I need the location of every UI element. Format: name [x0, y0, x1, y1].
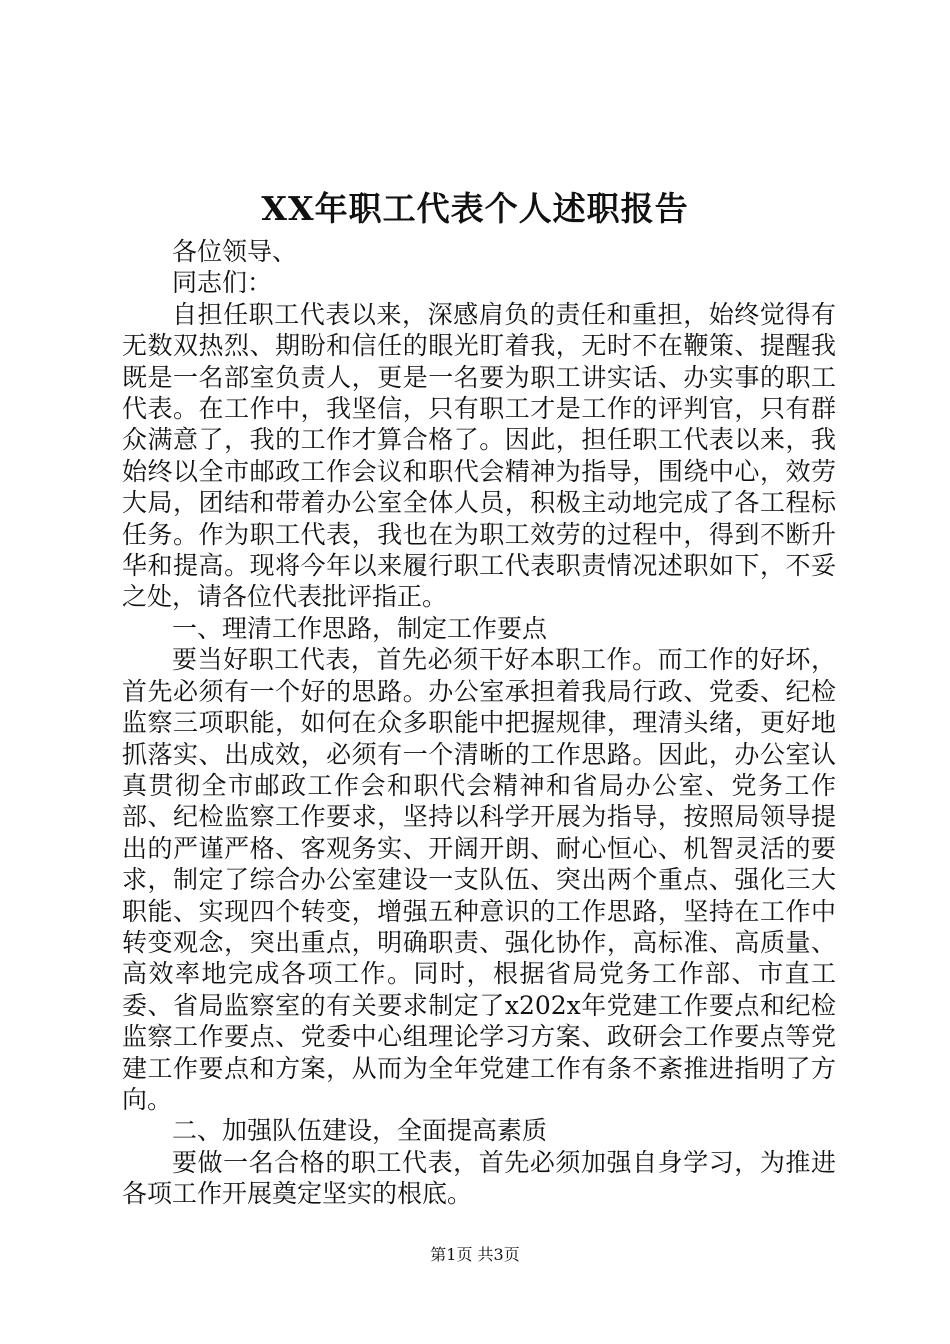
body-paragraph: 自担任职工代表以来，深感肩负的责任和重担，始终觉得有无数双热烈、期盼和信任的眼光盯着我，无时不在鞭策、提醒我既是一名部室负责人，更是一名要为职工讲实话、办实事的职工代表。在工作中，我坚信，只有职工才是工作的评判官，只有群众满意了，我的工作才算合格了。因此，担任职工代表以来，我始终以全市邮政工作会议和职代会精神为指导，围绕中心，效劳大局，团结和带着办公室全体人员，积极主动地完成了各工程标任务。作为职工代表，我也在为职工效劳的过程中，得到不断升华和提高。现将今年以来履行职工代表职责情况述职如下，不妥之处，请各位代表批评指正。: [122, 299, 836, 612]
section-heading: 二、加强队伍建设，全面提高素质: [172, 1116, 548, 1146]
body-paragraph: 要做一名合格的职工代表，首先必须加强自身学习，为推进各项工作开展奠定坚实的根底。: [122, 1147, 836, 1209]
page-number-footer: 第1页 共3页: [430, 1245, 520, 1264]
salutation-leaders: 各位领导、: [172, 237, 298, 266]
salutation-comrades: 同志们：: [172, 268, 273, 298]
body-paragraph: 要当好职工代表，首先必须干好本职工作。而工作的好坏，首先必须有一个好的思路。办公室承担着我局行政、党委、纪检监察三项职能，如何在众多职能中把握规律，理清头绪，更好地抓落实、出成效，必须有一个清晰的工作思路。因此，办公室认真贯彻全市邮政工作会和职代会精神和省局办公室、党务工作部、纪检监察工作要求，坚持以科学开展为指导，按照局领导提出的严谨严格、客观务实、开阔开朗、耐心恒心、机智灵活的要求，制定了综合办公室建设一支队伍、突出两个重点、强化三大职能、实现四个转变，增强五种意识的工作思路，坚持在工作中转变观念，突出重点，明确职责、强化协作，高标准、高质量、高效率地完成各项工作。同时，根据省局党务工作部、市直工委、省局监察室的有关要求制定了x202x年党建工作要点和纪检监察工作要点、党委中心组理论学习方案、政研会工作要点等党建工作要点和方案，从而为全年党建工作有条不紊推进指明了方向。: [122, 645, 836, 1114]
document-body: [122, 236, 836, 1210]
section-heading: 一、理清工作思路，制定工作要点: [172, 613, 548, 643]
document-title: XX年职工代表个人述职报告: [261, 189, 689, 228]
